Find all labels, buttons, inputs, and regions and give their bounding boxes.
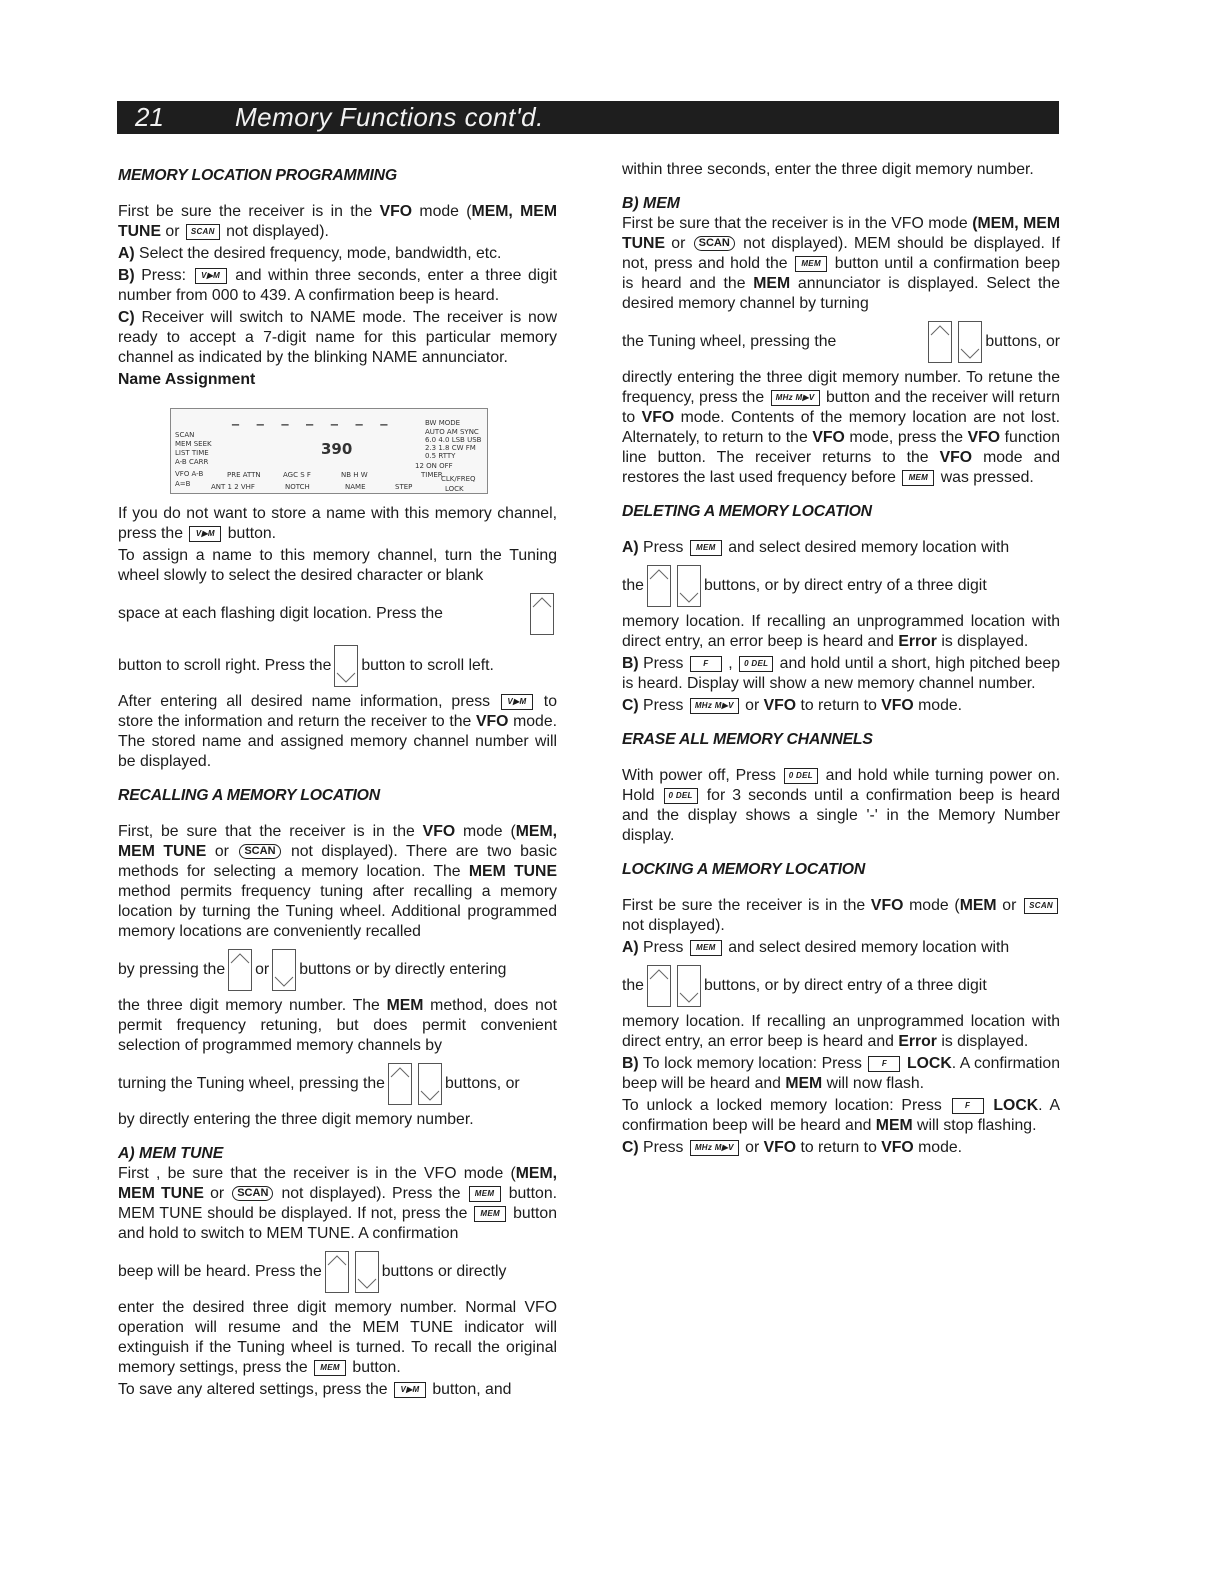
paragraph: space at each flashing digit location. Press the xyxy=(118,588,557,640)
page-number: 21 xyxy=(135,102,164,132)
mem-key: MEM xyxy=(474,1206,506,1222)
up-arrow-key-icon xyxy=(325,1251,349,1293)
down-arrow-key-icon xyxy=(355,1251,379,1293)
v-to-m-key: V▶M xyxy=(189,526,221,542)
mem-key: MEM xyxy=(469,1186,501,1202)
paragraph: A) Press MEM and select desired memory location with xyxy=(622,539,1010,556)
mem-key: MEM xyxy=(902,470,934,486)
lcd-label: AGC S F xyxy=(283,471,311,479)
up-arrow-key-icon xyxy=(530,593,554,635)
lcd-label: A=B xyxy=(175,480,191,488)
section-heading-deleting: DELETING A MEMORY LOCATION xyxy=(622,503,872,520)
down-arrow-key-icon xyxy=(418,1063,442,1105)
lcd-label: 2.3 1.8 CW FM xyxy=(425,444,476,452)
section-heading-recalling-memory: RECALLING A MEMORY LOCATION xyxy=(118,787,380,804)
mhz-key: MHz M▶V xyxy=(771,390,820,406)
zero-del-key: 0 DEL xyxy=(664,788,698,804)
subheading-mem-tune: A) MEM TUNE xyxy=(118,1145,224,1162)
paragraph: within three seconds, enter the three digit memory number. xyxy=(622,161,1034,178)
paragraph: C) Receiver will switch to NAME mode. The receiver is now ready to accept a 7-digit name for this particular memory channel as indicated by the blinking NAME annunciator. xyxy=(118,309,557,366)
lcd-display-illustration xyxy=(170,408,488,494)
lcd-name-dashes: – – – – – – – xyxy=(231,414,394,435)
paragraph: turning the Tuning wheel, pressing the buttons, or xyxy=(118,1058,557,1110)
lcd-label: LIST TIME xyxy=(175,449,209,457)
section-heading-locking: LOCKING A MEMORY LOCATION xyxy=(622,861,866,878)
v-to-m-key: V▶M xyxy=(394,1382,426,1398)
paragraph: directly entering the three digit memory number. To retune the frequency, press the MHz M▶V button and the receiver will return to VFO mode. Contents of the memory location are not lost. Alternately, to return to the VFO mode, press the VFO function line button. The receiver returns to the VFO mode and restores the last used frequency before MEM was pressed. xyxy=(622,369,1060,486)
page-header xyxy=(117,101,1059,134)
f-key: F xyxy=(690,656,722,672)
lcd-label: NAME xyxy=(345,483,366,491)
up-arrow-key-icon xyxy=(647,565,671,607)
paragraph: the buttons, or by direct entry of a three digit xyxy=(622,560,1060,612)
paragraph: First , be sure that the receiver is in the VFO mode (MEM, MEM TUNE or SCAN not displayed). Press the MEM button. MEM TUNE should be displayed. If not, press the MEM button and hold to switch to MEM TUNE. A confirmation xyxy=(118,1165,558,1242)
lcd-label: STEP xyxy=(395,483,413,491)
paragraph: the Tuning wheel, pressing the buttons, or xyxy=(622,316,1060,368)
zero-del-key: 0 DEL xyxy=(739,656,773,672)
lcd-label: BW MODE xyxy=(425,419,461,427)
lcd-label: 12 ON OFF xyxy=(415,462,453,470)
paragraph: First be sure the receiver is in the VFO mode (MEM, MEM TUNE or SCAN not displayed). xyxy=(118,203,557,240)
lcd-label: 0.5 RTTY xyxy=(425,452,456,460)
v-to-m-key: V▶M xyxy=(195,268,227,284)
scan-annunciator: SCAN xyxy=(232,1186,273,1201)
paragraph: by pressing the or buttons or by directly entering xyxy=(118,944,557,996)
paragraph: memory location. If recalling an unprogrammed location with direct entry, an error beep is heard and Error is displayed. xyxy=(622,1013,1060,1050)
f-key: F xyxy=(868,1056,900,1072)
down-arrow-key-icon xyxy=(677,965,701,1007)
paragraph: First, be sure that the receiver is in the VFO mode (MEM, MEM TUNE or SCAN not displayed). There are two basic methods for selecting a memory location. The MEM TUNE method permits frequency tuning after recalling a memory location by turning the Tuning wheel. Additional programmed memory locations are conveniently recalled xyxy=(118,823,558,940)
up-arrow-key-icon xyxy=(388,1063,412,1105)
paragraph: First be sure that the receiver is in the VFO mode (MEM, MEM TUNE or SCAN not displayed). MEM should be displayed. If not, press and hold the MEM button until a confirmation beep is heard and the MEM annunciator is displayed. Select the desired memory channel by turning xyxy=(622,215,1061,312)
paragraph: To save any altered settings, press the V▶M button, and xyxy=(118,1381,512,1398)
up-arrow-key-icon xyxy=(228,949,252,991)
lcd-label: VFO A-B xyxy=(175,470,204,478)
lcd-label: 6.0 4.0 LSB USB xyxy=(425,436,482,444)
lcd-label: TIMER xyxy=(421,471,443,479)
paragraph: To unlock a locked memory location: Press F LOCK. A confirmation beep will be heard and MEM will stop flashing. xyxy=(622,1097,1060,1134)
down-arrow-key-icon xyxy=(958,321,982,363)
paragraph: After entering all desired name information, press V▶M to store the information and return the receiver to the VFO mode. The stored name and assigned memory channel number will be displayed. xyxy=(118,693,558,770)
scan-key: SCAN xyxy=(186,224,220,240)
subheading-mem: B) MEM xyxy=(622,195,680,212)
paragraph: button to scroll right. Press the button to scroll left. xyxy=(118,640,557,692)
lcd-label: MEM SEEK xyxy=(175,440,212,448)
down-arrow-key-icon xyxy=(334,645,358,687)
name-assignment-label: Name Assignment xyxy=(118,371,256,388)
lcd-channel-digits: 390 xyxy=(321,440,353,458)
lcd-label: AUTO AM SYNC xyxy=(425,428,479,436)
paragraph: C) Press MHz M▶V or VFO to return to VFO mode. xyxy=(622,697,963,714)
paragraph: C) Press MHz M▶V or VFO to return to VFO mode. xyxy=(622,1139,963,1156)
paragraph: With power off, Press 0 DEL and hold while turning power on. Hold 0 DEL for 3 seconds until a confirmation beep is heard and the display shows a single '-' in the Memory Number display. xyxy=(622,767,1060,844)
zero-del-key: 0 DEL xyxy=(784,768,818,784)
mem-key: MEM xyxy=(314,1360,346,1376)
f-key: F xyxy=(952,1098,984,1114)
section-heading-memory-location-programming: MEMORY LOCATION PROGRAMMING xyxy=(118,167,397,184)
lcd-label: SCAN xyxy=(175,431,195,439)
lcd-label: ANT 1 2 VHF xyxy=(211,483,255,491)
paragraph: enter the desired three digit memory number. Normal VFO operation will resume and the MEM TUNE indicator will extinguish if the Tuning wheel is turned. To recall the original memory settings, press the MEM button. xyxy=(118,1299,557,1376)
paragraph: A) Press MEM and select desired memory location with xyxy=(622,939,1010,956)
paragraph: the buttons, or by direct entry of a three digit xyxy=(622,960,1060,1012)
scan-annunciator: SCAN xyxy=(239,844,280,859)
paragraph: B) Press: V▶M and within three seconds, enter a three digit number from 000 to 439. A confirmation beep is heard. xyxy=(118,267,557,304)
paragraph: First be sure the receiver is in the VFO mode (MEM or SCAN not displayed). xyxy=(622,896,1060,936)
lcd-label: NOTCH xyxy=(285,483,310,491)
paragraph: A) Select the desired frequency, mode, bandwidth, etc. xyxy=(118,245,502,262)
lcd-label: NB H W xyxy=(341,471,368,479)
paragraph: by directly entering the three digit memory number. xyxy=(118,1111,474,1128)
paragraph: B) To lock memory location: Press F LOCK. A confirmation beep will be heard and MEM will now flash. xyxy=(622,1055,1060,1092)
mem-key: MEM xyxy=(690,540,722,556)
paragraph: memory location. If recalling an unprogrammed location with direct entry, an error beep is heard and Error is displayed. xyxy=(622,613,1060,650)
mhz-key: MHz M▶V xyxy=(690,1140,739,1156)
up-arrow-key-icon xyxy=(928,321,952,363)
lcd-label: LOCK xyxy=(445,485,464,493)
down-arrow-key-icon xyxy=(677,565,701,607)
section-heading-erase-all: ERASE ALL MEMORY CHANNELS xyxy=(622,731,873,748)
up-arrow-key-icon xyxy=(647,965,671,1007)
mem-key: MEM xyxy=(690,940,722,956)
paragraph: If you do not want to store a name with this memory channel, press the V▶M button. xyxy=(118,505,557,542)
down-arrow-key-icon xyxy=(272,949,296,991)
right-column xyxy=(622,160,1060,1160)
lcd-label: CLK/FREQ xyxy=(441,475,476,483)
paragraph: To assign a name to this memory channel, turn the Tuning wheel slowly to select the desired character or blank xyxy=(118,547,557,584)
paragraph: the three digit memory number. The MEM method, does not permit frequency retuning, but does permit convenient selection of programmed memory channels by xyxy=(118,997,557,1054)
page-title: Memory Functions cont'd. xyxy=(235,102,544,132)
scan-key: SCAN xyxy=(1024,898,1058,914)
lcd-label: A-B CARR xyxy=(175,458,209,466)
scan-annunciator: SCAN xyxy=(694,236,735,251)
paragraph: B) Press F , 0 DEL and hold until a short, high pitched beep is heard. Display will show a new memory channel number. xyxy=(622,655,1060,692)
mhz-key: MHz M▶V xyxy=(690,698,739,714)
paragraph: beep will be heard. Press the buttons or directly xyxy=(118,1246,557,1298)
lcd-label: PRE ATTN xyxy=(227,471,261,479)
left-column xyxy=(118,160,557,1402)
mem-key: MEM xyxy=(795,256,827,272)
v-to-m-key: V▶M xyxy=(501,694,533,710)
